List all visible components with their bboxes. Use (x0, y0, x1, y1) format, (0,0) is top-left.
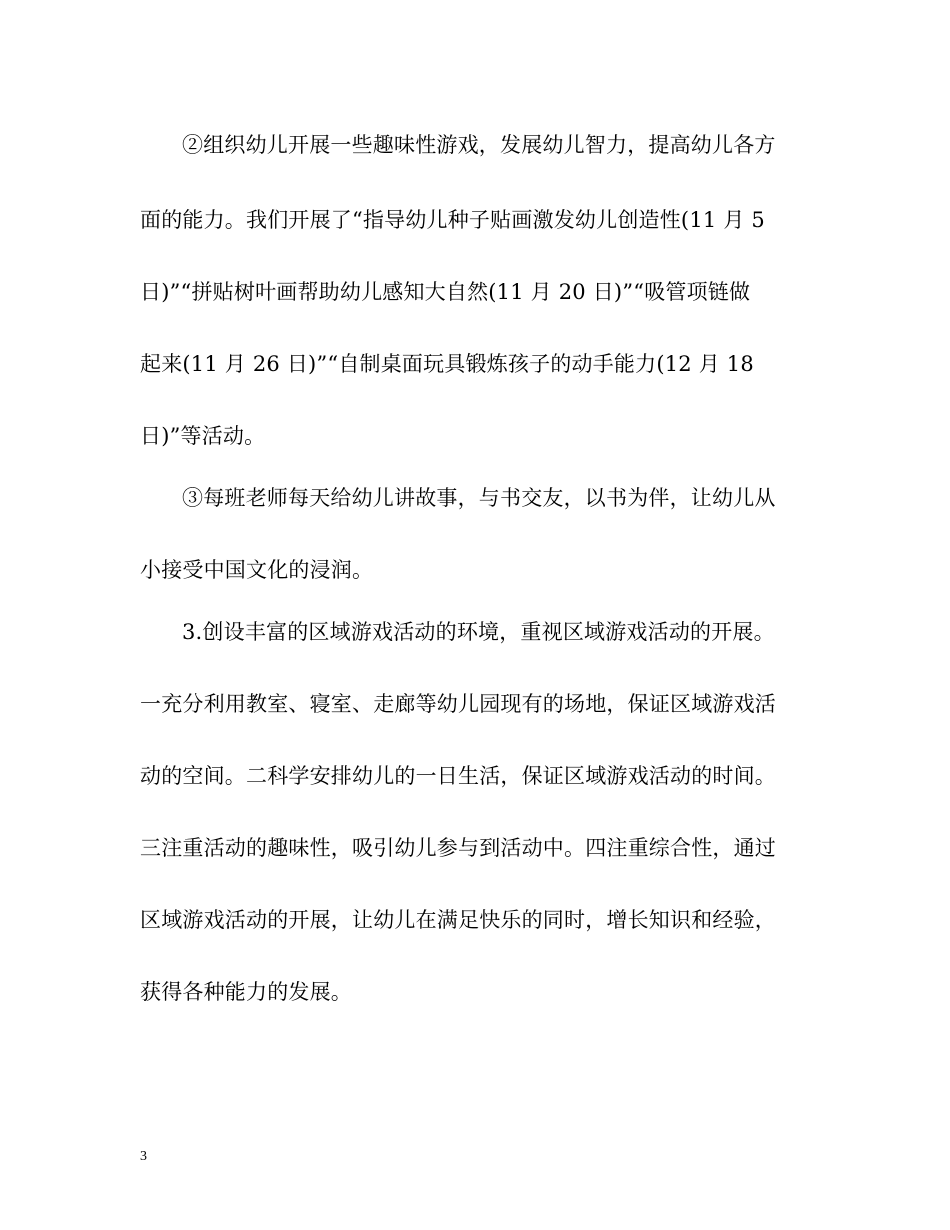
paragraph-line: 3.创设丰富的区域游戏活动的环境，重视区域游戏活动的开展。 (182, 620, 775, 644)
paragraph-line: 小接受中国文化的浸润。 (140, 558, 374, 582)
paragraph-line: ②组织幼儿开展一些趣味性游戏，发展幼儿智力，提高幼儿各方 (182, 133, 776, 157)
paragraph-line: 日)”等活动。 (140, 424, 266, 448)
page-number: 3 (140, 1149, 147, 1164)
paragraph-line: 面的能力。我们开展了“指导幼儿种子贴画激发幼儿创造性(11 月 5 (140, 208, 765, 232)
paragraph-line: 日)”“拼贴树叶画帮助幼儿感知大自然(11 月 20 日)”“吸管项链做 (140, 280, 751, 304)
paragraph-line: 一充分利用教室、寝室、走廊等幼儿园现有的场地，保证区域游戏活 (140, 692, 776, 716)
paragraph-line: 动的空间。二科学安排幼儿的一日生活，保证区域游戏活动的时间。 (140, 764, 776, 788)
paragraph-line: 起来(11 月 26 日)”“自制桌面玩具锻炼孩子的动手能力(12 月 18 (140, 352, 754, 376)
paragraph-line: 区域游戏活动的开展，让幼儿在满足快乐的同时，增长知识和经验， (140, 908, 776, 932)
paragraph-line: ③每班老师每天给幼儿讲故事，与书交友，以书为伴，让幼儿从 (182, 486, 776, 510)
paragraph-line: 三注重活动的趣味性，吸引幼儿参与到活动中。四注重综合性，通过 (140, 836, 776, 860)
paragraph-line: 获得各种能力的发展。 (140, 980, 352, 1004)
